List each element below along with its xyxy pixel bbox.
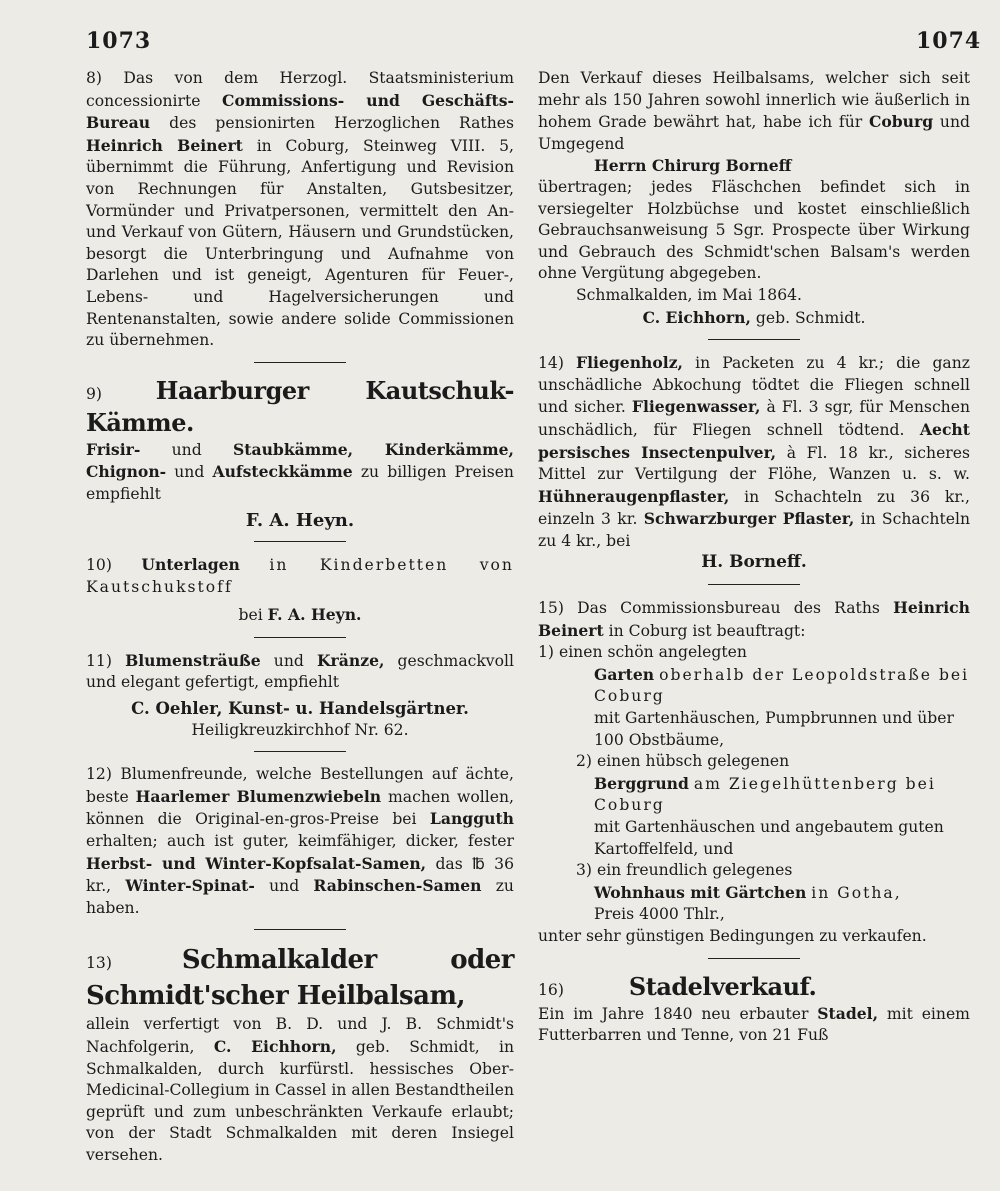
notice-heading: Aecht persisches Insectenpulver, <box>538 419 970 462</box>
notice-signature: C. Oehler, Kunst- u. Handelsgärtner. <box>131 699 469 719</box>
notice-heading: Kränze, <box>317 650 385 670</box>
notice-text: Blumenfreunde, welche Bestellungen auf ächte, beste <box>86 765 514 806</box>
notice-heading: Aufsteckkämme <box>212 462 353 482</box>
divider <box>254 362 346 363</box>
item-text: 1) einen schön angelegten <box>538 643 747 662</box>
notice-name: Herrn Chirurg Borneff <box>594 156 792 176</box>
notice-16 <box>538 971 970 1047</box>
notice-text: in Coburg, Steinweg VIII. 5, übernimmt die Führung, Anfertigung und Revision von Rechnungen für Anstalten, Gutsbesitzer, Vormünder und Privatpersonen, vermittelt den An- und Verkauf von Gütern, Häusern und Grundstücken, besorgt die Unterbringung und Aufnahme von Darlehen und ist geneigt, Agenturen für Feuer-, Lebens- und Hagelversicherungen und Rentenanstalten, sowie andere solide Commissionen zu übernehmen. <box>86 136 514 350</box>
notice-number: 10) <box>86 556 112 575</box>
notice-12 <box>86 764 514 919</box>
item-text: in Gotha, <box>811 883 902 902</box>
item-text: oberhalb der Leopoldstraße bei Coburg <box>594 665 970 706</box>
divider <box>708 339 800 340</box>
notice-signature: H. Borneff. <box>701 552 807 573</box>
notice-text: Das Commissionsbureau des Raths <box>577 599 880 618</box>
notice-text: in Packeten zu 4 kr.; die ganz unschädliche Abkochung tödtet die Fliegen schnell und sicher. <box>538 354 970 417</box>
right-column <box>538 68 970 1047</box>
notice-number: 8) <box>86 69 103 87</box>
divider <box>708 584 800 585</box>
notice-place-date: Schmalkalden, im Mai 1864. <box>576 285 803 304</box>
notice-name: Coburg <box>868 112 934 132</box>
item-text: 3) ein freundlich gelegenes <box>576 861 793 880</box>
notice-9 <box>86 375 514 506</box>
page-number-right: 1074 <box>916 28 982 54</box>
notice-text: à Fl. 3 sgr, für Menschen unschädlich, für Fliegen schnell tödtend. <box>538 398 970 439</box>
notice-name: Heinrich Beinert <box>86 135 243 155</box>
notice-text: das <box>435 854 463 873</box>
notice-text: Das von dem Herzogl. Staatsministerium concessionirte <box>86 69 514 110</box>
notice-text: geschmackvoll und elegant gefertigt, empfiehlt <box>86 651 514 692</box>
notice-heading: Fliegenwasser, <box>631 397 761 417</box>
notice-number: 9) <box>86 384 103 403</box>
notice-text: geb. Schmidt. <box>755 308 866 327</box>
page-number-left: 1073 <box>86 28 152 54</box>
notice-title: Haarburger Kautschuk-Kämme. <box>86 375 514 437</box>
notice-text: ℔ 36 kr., <box>86 854 515 896</box>
notice-text: in Schachteln zu 36 kr., einzeln 3 kr. <box>538 487 970 529</box>
notice-text: bei <box>238 606 263 625</box>
notice-signature: F. A. Heyn. <box>267 605 362 625</box>
notice-heading: Fliegenholz, <box>576 353 683 373</box>
notice-name: Langguth <box>429 809 514 829</box>
divider <box>254 541 346 542</box>
notice-number: 11) <box>86 651 112 670</box>
notice-15-item-2 <box>538 751 970 860</box>
notice-text: erhalten; auch ist guter, keimfähiger, dicker, fester <box>86 832 514 851</box>
item-heading: Wohnhaus mit Gärtchen <box>594 882 807 902</box>
notice-heading: Frisir- <box>86 439 141 459</box>
item-text: Preis 4000 Thlr., <box>594 905 725 924</box>
notice-signature: F. A. Heyn. <box>245 509 355 531</box>
notice-text: Ein im Jahre 1840 neu erbauter <box>538 1004 809 1023</box>
notice-signature-line <box>538 307 970 330</box>
notice-text: Den Verkauf dieses Heilbalsams, welcher sich seit mehr als 150 Jahren sowohl innerlich wie äußerlich in hohem Grade bewährt hat, habe ich für <box>538 69 970 132</box>
notice-heading: Haarlemer Blumenzwiebeln <box>135 786 382 806</box>
divider <box>254 929 346 930</box>
notice-text: machen wollen, können die Original-en-gros-Preise bei <box>86 787 514 829</box>
notice-text: übertragen; jedes Fläschchen befindet sich in versiegelter Holzbüchse und kostet einschließlich Gebrauchsanweisung 5 Sgr. Prospecte über Wirkung und Gebrauch des Schmidt'schen Balsam's werden ohne Vergütung abgegeben. <box>538 177 970 283</box>
divider <box>254 751 346 752</box>
notice-13-continued <box>538 68 970 285</box>
notice-text: à Fl. 18 kr., sicheres Mittel zur Vertilgung der Flöhe, Wanzen u. s. w. <box>538 443 970 484</box>
notice-text: zu haben. <box>86 877 514 917</box>
notice-text: unter sehr günstigen Bedingungen zu verkaufen. <box>538 926 927 945</box>
item-heading: Garten <box>594 664 655 684</box>
notice-number: 12) <box>86 765 112 784</box>
notice-text: in Coburg ist beauftragt: <box>608 621 806 640</box>
notice-heading: Blumensträuße <box>125 650 261 670</box>
item-text: mit Gartenhäuschen und angebautem guten Kartoffelfeld, und <box>594 818 944 858</box>
notice-name: Heinrich Beinert <box>538 598 970 640</box>
notice-number: 14) <box>538 354 564 373</box>
item-text: am Ziegelhüttenberg bei Coburg <box>594 774 936 815</box>
notice-number: 16) <box>538 980 564 999</box>
notice-text: und <box>273 651 304 670</box>
notice-text: und <box>269 877 300 896</box>
notice-text: des pensionirten Herzoglichen Rathes <box>169 114 514 133</box>
notice-15-item-1 <box>538 642 970 751</box>
item-text: mit Gartenhäuschen, Pumpbrunnen und über 100 Obstbäume, <box>594 709 954 749</box>
notice-13 <box>86 942 514 1166</box>
notice-signature-line <box>86 604 514 627</box>
item-text: 2) einen hübsch gelegenen <box>576 752 790 771</box>
notice-signature: C. Eichhorn, <box>642 307 751 327</box>
left-column <box>86 68 514 1167</box>
notice-name: C. Eichhorn, <box>213 1037 337 1056</box>
notice-text: in Schachteln zu 4 kr., bei <box>538 510 970 550</box>
divider <box>708 958 800 959</box>
notice-11 <box>86 650 514 694</box>
notice-10 <box>86 554 514 598</box>
notice-heading: Stadel, <box>817 1003 879 1023</box>
notice-number: 13) <box>86 954 112 973</box>
notice-address: Heiligkreuzkirchhof Nr. 62. <box>191 720 409 739</box>
notice-heading: Commissions- und Geschäfts-Bureau <box>86 90 514 133</box>
notice-text: in Kinderbetten von Kautschukstoff <box>86 556 514 596</box>
notice-number: 15) <box>538 599 564 618</box>
notice-title: Schmalkalder oder Schmidt'scher Heilbalsam, <box>86 945 514 1012</box>
notice-heading: Schwarzburger Pflaster, <box>643 509 855 529</box>
notice-heading: Staubkämme, Kinderkämme, Chignon- <box>86 439 514 482</box>
notice-15-item-3 <box>538 860 970 926</box>
notice-text: geb. Schmidt, in Schmalkalden, durch kurfürstl. hessisches Ober-Medicinal-Collegium in Cassel in allen Bestandtheilen geprüft und zum unbeschränkten Verkaufe erlaubt; von der Stadt Schmalkalden mit deren Insiegel versehen. <box>86 1038 514 1164</box>
notice-8 <box>86 68 514 352</box>
notice-heading: Winter-Spinat- <box>125 876 255 896</box>
notice-heading: Herbst- und Winter-Kopfsalat-Samen, <box>86 853 427 873</box>
notice-text: zu billigen Preisen empfiehlt <box>86 463 514 503</box>
item-heading: Berggrund <box>594 773 689 793</box>
notice-heading: Hühneraugenpflaster, <box>538 486 730 506</box>
notice-14 <box>538 352 970 552</box>
notice-title: Stadelverkauf. <box>628 971 817 1001</box>
notice-text: und Umgegend <box>538 113 970 153</box>
notice-text: allein verfertigt von B. D. und J. B. Schmidt's Nachfolgerin, <box>86 1015 514 1056</box>
notice-text: und <box>171 440 202 459</box>
notice-text: und <box>174 463 205 482</box>
notice-text: mit einem Futterbarren und Tenne, von 21 Fuß <box>538 1004 970 1045</box>
notice-heading: Rabinschen-Samen <box>313 876 482 896</box>
divider <box>254 637 346 638</box>
notice-15 <box>538 597 970 642</box>
notice-heading: Unterlagen <box>141 555 240 575</box>
